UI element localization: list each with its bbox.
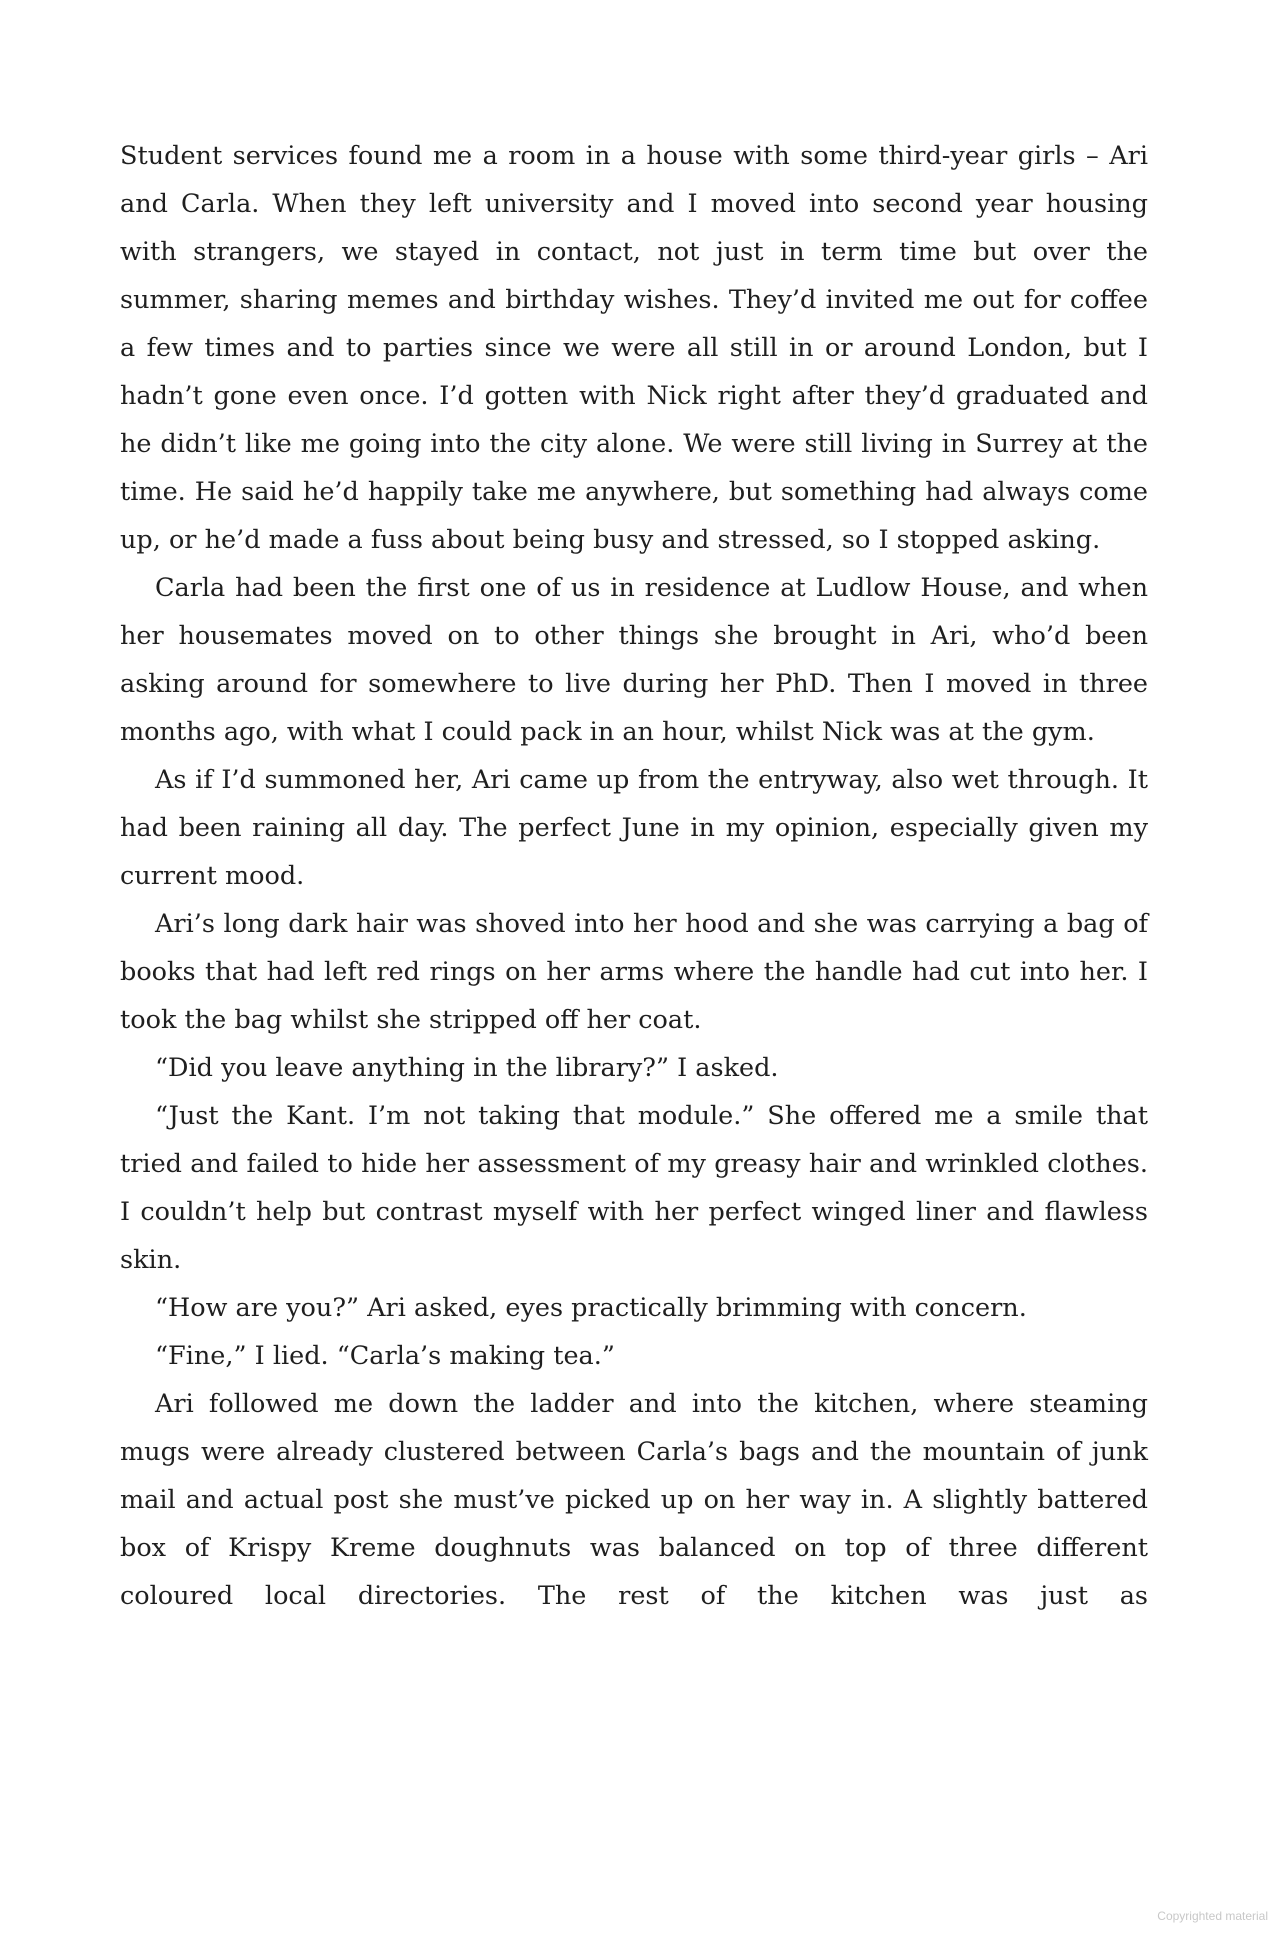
paragraph: As if I’d summoned her, Ari came up from the entryway, also wet through. It had been raining all day. The perfect June in my opinion, especially given my current mood. (120, 765, 1148, 891)
paragraph: “Did you leave anything in the library?” I asked. (155, 1053, 779, 1083)
paragraph: Ari’s long dark hair was shoved into her hood and she was carrying a bag of books that had left red rings on her arms where the handle had cut into her. I took the bag whilst she stripped off her coat. (120, 909, 1148, 1035)
paragraph: Ari followed me down the ladder and into the kitchen, where steaming mugs were already clustered between Carla’s bags and the mountain of junk mail and actual post she must’ve picked up on her way in. A slightly battered box of Krispy Kreme doughnuts was balanced on top of three different coloured local directories. The rest of the kitchen was just as (120, 1389, 1148, 1611)
paragraph: “How are you?” Ari asked, eyes practically brimming with concern. (155, 1293, 1027, 1323)
copyright-watermark: Copyrighted material (1157, 1909, 1268, 1923)
paragraph: “Fine,” I lied. “Carla’s making tea.” (155, 1341, 615, 1371)
paragraph: Student services found me a room in a house with some third-year girls – Ari and Carla. When they left university and I moved into second year housing with strangers, we stayed in contact, not just in term time but over the summer, sharing memes and birthday wishes. They’d invited me out for coffee a few times and to parties since we were all still in or around London, but I hadn’t gone even once. I’d gotten with Nick right after they’d graduated and he didn’t like me going into the city alone. We were still living in Surrey at the time. He said he’d happily take me anywhere, but something had always come up, or he’d made a fuss about being busy and stressed, so I stopped asking. (120, 141, 1148, 555)
page-body-text (120, 132, 1148, 1620)
paragraph: “Just the Kant. I’m not taking that module.” She offered me a smile that tried and failed to hide her assessment of my greasy hair and wrinkled clothes. I couldn’t help but contrast myself with her perfect winged liner and flawless skin. (120, 1101, 1148, 1275)
paragraph: Carla had been the first one of us in residence at Ludlow House, and when her housemates moved on to other things she brought in Ari, who’d been asking around for somewhere to live during her PhD. Then I moved in three months ago, with what I could pack in an hour, whilst Nick was at the gym. (120, 573, 1148, 747)
